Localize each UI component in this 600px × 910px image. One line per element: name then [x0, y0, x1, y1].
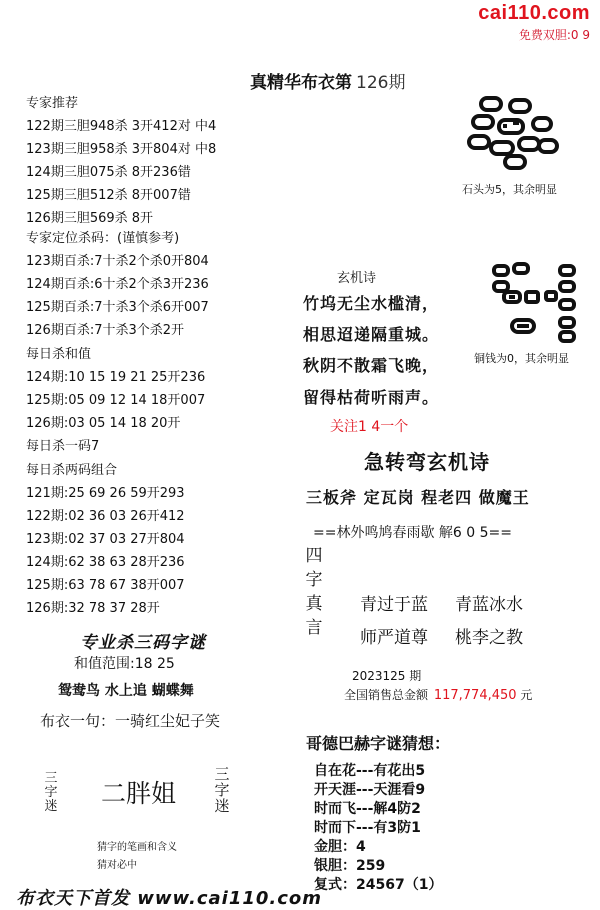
list-item: 开天涯---天涯看9 — [314, 782, 426, 798]
list-item: 123期三胆958杀 3开804对 中8 — [26, 142, 217, 157]
idiom: 师严道尊 — [360, 628, 428, 648]
coins-caption: 铜钱为0，其余明显 — [474, 352, 569, 365]
list-item: 123期:02 37 03 27开804 — [26, 532, 185, 547]
jizhuan-line: 三板斧 定瓦岗 程老四 做魔王 — [306, 488, 530, 507]
riddle-hint-2: 猜对必中 — [97, 860, 137, 871]
expert-heading: 专家推荐 — [26, 96, 79, 111]
linwai-line: ==林外鸣鸠春雨歇 解6 0 5== — [313, 525, 512, 541]
liangma-section — [26, 459, 185, 620]
gdbh-title: 哥德巴赫字谜猜想： — [306, 734, 451, 753]
list-item: 124期三胆075杀 8开236错 — [26, 165, 191, 180]
list-item: 时而下---有3防1 — [314, 820, 421, 836]
site-logo[interactable]: cai110.com — [478, 2, 590, 24]
stones-image — [465, 92, 565, 177]
list-item: 123期百杀:7十杀2个杀0开804 — [26, 254, 209, 269]
left-vertical-label: 三字迷 — [44, 771, 58, 814]
list-item: 复式：24567（1） — [314, 877, 443, 893]
sizi-vertical-label: 四字真言 — [305, 546, 323, 638]
sales-amount: 117,774,450 — [433, 688, 517, 703]
list-item: 银胆：259 — [314, 858, 386, 874]
idiom: 青蓝冰水 — [455, 595, 523, 615]
liangma-heading: 每日杀两码组合 — [26, 463, 118, 478]
riddle-main: 二胖姐 — [101, 779, 177, 808]
yima-heading: 每日杀一码7 — [26, 439, 100, 454]
idiom: 青过于蓝 — [360, 595, 428, 615]
hezhi-range: 和值范围:18 25 — [74, 656, 175, 672]
hezhi-heading: 每日杀和值 — [26, 347, 92, 362]
buyi-yiju: 布衣一句：一骑红尘妃子笑 — [40, 712, 221, 730]
list-item: 126期三胆569杀 8开 — [26, 211, 154, 226]
dingwei-section — [26, 227, 209, 342]
list-item: 125期:63 78 67 38开007 — [26, 578, 185, 593]
list-item: 126期:03 05 14 18 20开 — [26, 416, 181, 431]
list-item: 124期:62 38 63 28开236 — [26, 555, 185, 570]
footer-banner: 布衣天下首发 www.cai110.com — [16, 888, 323, 909]
list-item: 122期:02 36 03 26开412 — [26, 509, 185, 524]
poem-line: 竹坞无尘水槛清， — [303, 294, 440, 313]
coins-image — [490, 262, 580, 347]
guanzhu-note: 关注1 4一个 — [330, 419, 409, 435]
expert-section — [26, 92, 216, 230]
list-item: 126期百杀:7十杀3个杀2开 — [26, 323, 185, 338]
idiom: 桃李之教 — [455, 628, 523, 648]
riddle-hint: 猜字的笔画和含义 — [97, 842, 177, 853]
gdbh-list — [314, 762, 442, 895]
list-item: 121期:25 69 26 59开293 — [26, 486, 185, 501]
poem-line: 留得枯荷听雨声。 — [303, 388, 440, 407]
poem-title: 玄机诗 — [337, 271, 377, 286]
sales-total — [344, 686, 532, 703]
poem-line: 相思迢递隔重城。 — [303, 325, 440, 344]
page-title — [250, 68, 405, 93]
list-item: 122期三胆948杀 3开412对 中4 — [26, 119, 217, 134]
list-item: 124期百杀:6十杀2个杀3开236 — [26, 277, 209, 292]
hezhi-section — [26, 343, 205, 458]
list-item: 自在花---有花出5 — [314, 763, 426, 779]
right-vertical-label: 三字迷 — [214, 765, 230, 815]
list-item: 时而飞---解4防2 — [314, 801, 421, 817]
jizhuan-title: 急转弯玄机诗 — [364, 450, 490, 474]
title-issue: 126期 — [356, 73, 406, 93]
poem-line: 秋阴不散霜飞晚， — [303, 356, 440, 375]
list-item: 125期:05 09 12 14 18开007 — [26, 393, 206, 408]
free-double-pick: 免费双胆:0 9 — [518, 28, 590, 42]
list-item: 126期:32 78 37 28开 — [26, 601, 160, 616]
title-text: 真精华布衣第 — [250, 73, 352, 93]
list-item: 125期百杀:7十杀3个杀6开007 — [26, 300, 209, 315]
dingwei-heading: 专家定位杀码：(谨慎参考) — [26, 231, 180, 246]
stones-caption: 石头为5，其余明显 — [462, 183, 557, 196]
riddle-subtitle: 专业杀三码字谜 — [80, 633, 206, 653]
sales-label: 全国销售总金额 — [344, 688, 429, 702]
list-item: 125期三胆512杀 8开007错 — [26, 188, 191, 203]
list-item: 124期:10 15 19 21 25开236 — [26, 370, 206, 385]
list-item: 金胆：4 — [314, 839, 366, 855]
sales-issue: 2023125 期 — [352, 669, 422, 683]
sales-unit: 元 — [520, 688, 533, 702]
birds-line: 鸳鸯鸟 水上追 蝴蝶舞 — [58, 683, 194, 699]
